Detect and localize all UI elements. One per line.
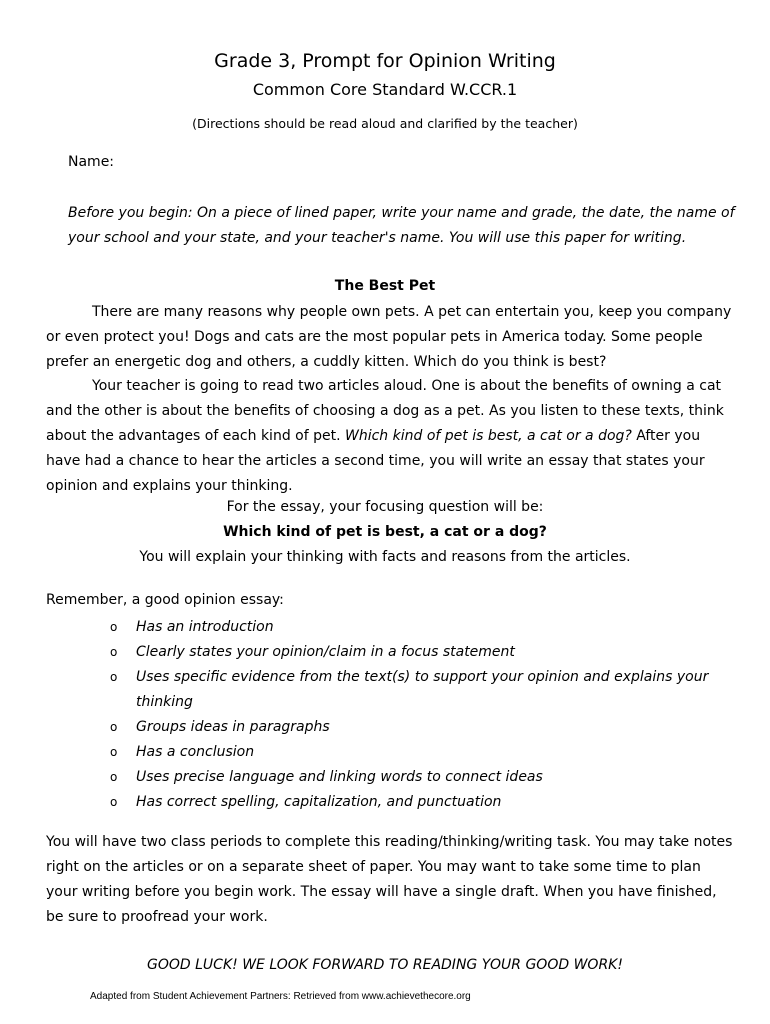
list-item: o Uses precise language and linking words to connect ideas xyxy=(110,765,730,790)
focus-intro: For the essay, your focusing question will be: xyxy=(226,499,544,515)
task-paragraph-text: Your teacher is going to read two articles aloud. One is about the benefits of owning a cat and the other is about the benefits of choosing a dog as a pet. As you listen to these texts, think about the advantages of each kind of pet. xyxy=(46,378,724,444)
before-you-begin-instructions: Before you begin: On a piece of lined paper, write your name and grade, the date, the name of your school and your state, and your teacher's name. You will use this paper for writing. xyxy=(68,205,735,246)
focus-explain: You will explain your thinking with facts and reasons from the articles. xyxy=(139,549,631,565)
list-item: o Has correct spelling, capitalization, and punctuation xyxy=(110,790,730,815)
bullet-icon: o xyxy=(110,745,118,759)
list-item: o Groups ideas in paragraphs xyxy=(110,715,730,740)
directions-note: (Directions should be read aloud and clarified by the teacher) xyxy=(192,116,578,131)
bullet-icon: o xyxy=(110,620,118,634)
bullet-icon: o xyxy=(110,670,118,684)
list-item: o Clearly states your opinion/claim in a focus statement xyxy=(110,640,730,665)
closing-message: GOOD LUCK! WE LOOK FORWARD TO READING YOUR GOOD WORK! xyxy=(147,957,623,973)
remember-label: Remember, a good opinion essay: xyxy=(46,592,284,608)
bullet-icon: o xyxy=(110,720,118,734)
intro-paragraph-text: There are many reasons why people own pets. A pet can entertain you, keep you company or even protect you! Dogs and cats are the most popular pets in America today. Some people prefer an energetic dog and others, a cuddly kitten. Which do you think is best? xyxy=(46,304,732,370)
intro-paragraph xyxy=(46,300,736,375)
focus-question: Which kind of pet is best, a cat or a dog? xyxy=(223,524,547,540)
task-paragraph-text-end: After you have had a chance to hear the articles a second time, you will write an essay that states your opinion and explains your thinking. xyxy=(46,428,705,494)
list-item: o Has a conclusion xyxy=(110,740,730,765)
section-title: The Best Pet xyxy=(334,278,436,294)
list-item: o Uses specific evidence from the text(s) to support your opinion and explains your thinking xyxy=(110,665,730,715)
list-item: o Has an introduction xyxy=(110,615,730,640)
task-paragraph xyxy=(46,374,736,499)
logistics-paragraph: You will have two class periods to complete this reading/thinking/writing task. You may take notes right on the articles or on a separate sheet of paper. You may want to take some time to plan your writing before you begin work. The essay will have a single draft. When you have finished, be sure to proofread your work. xyxy=(46,834,733,925)
standard-subtitle: Common Core Standard W.CCR.1 xyxy=(252,80,518,99)
source-footer: Adapted from Student Achievement Partners: Retrieved from www.achievethecore.org xyxy=(90,991,471,1002)
bullet-icon: o xyxy=(110,795,118,809)
bullet-icon: o xyxy=(110,645,118,659)
page-title: Grade 3, Prompt for Opinion Writing xyxy=(214,50,556,72)
bullet-icon: o xyxy=(110,770,118,784)
criteria-list xyxy=(110,615,730,815)
task-question-italic: Which kind of pet is best, a cat or a dog? xyxy=(344,428,632,444)
name-label: Name: xyxy=(68,154,115,170)
